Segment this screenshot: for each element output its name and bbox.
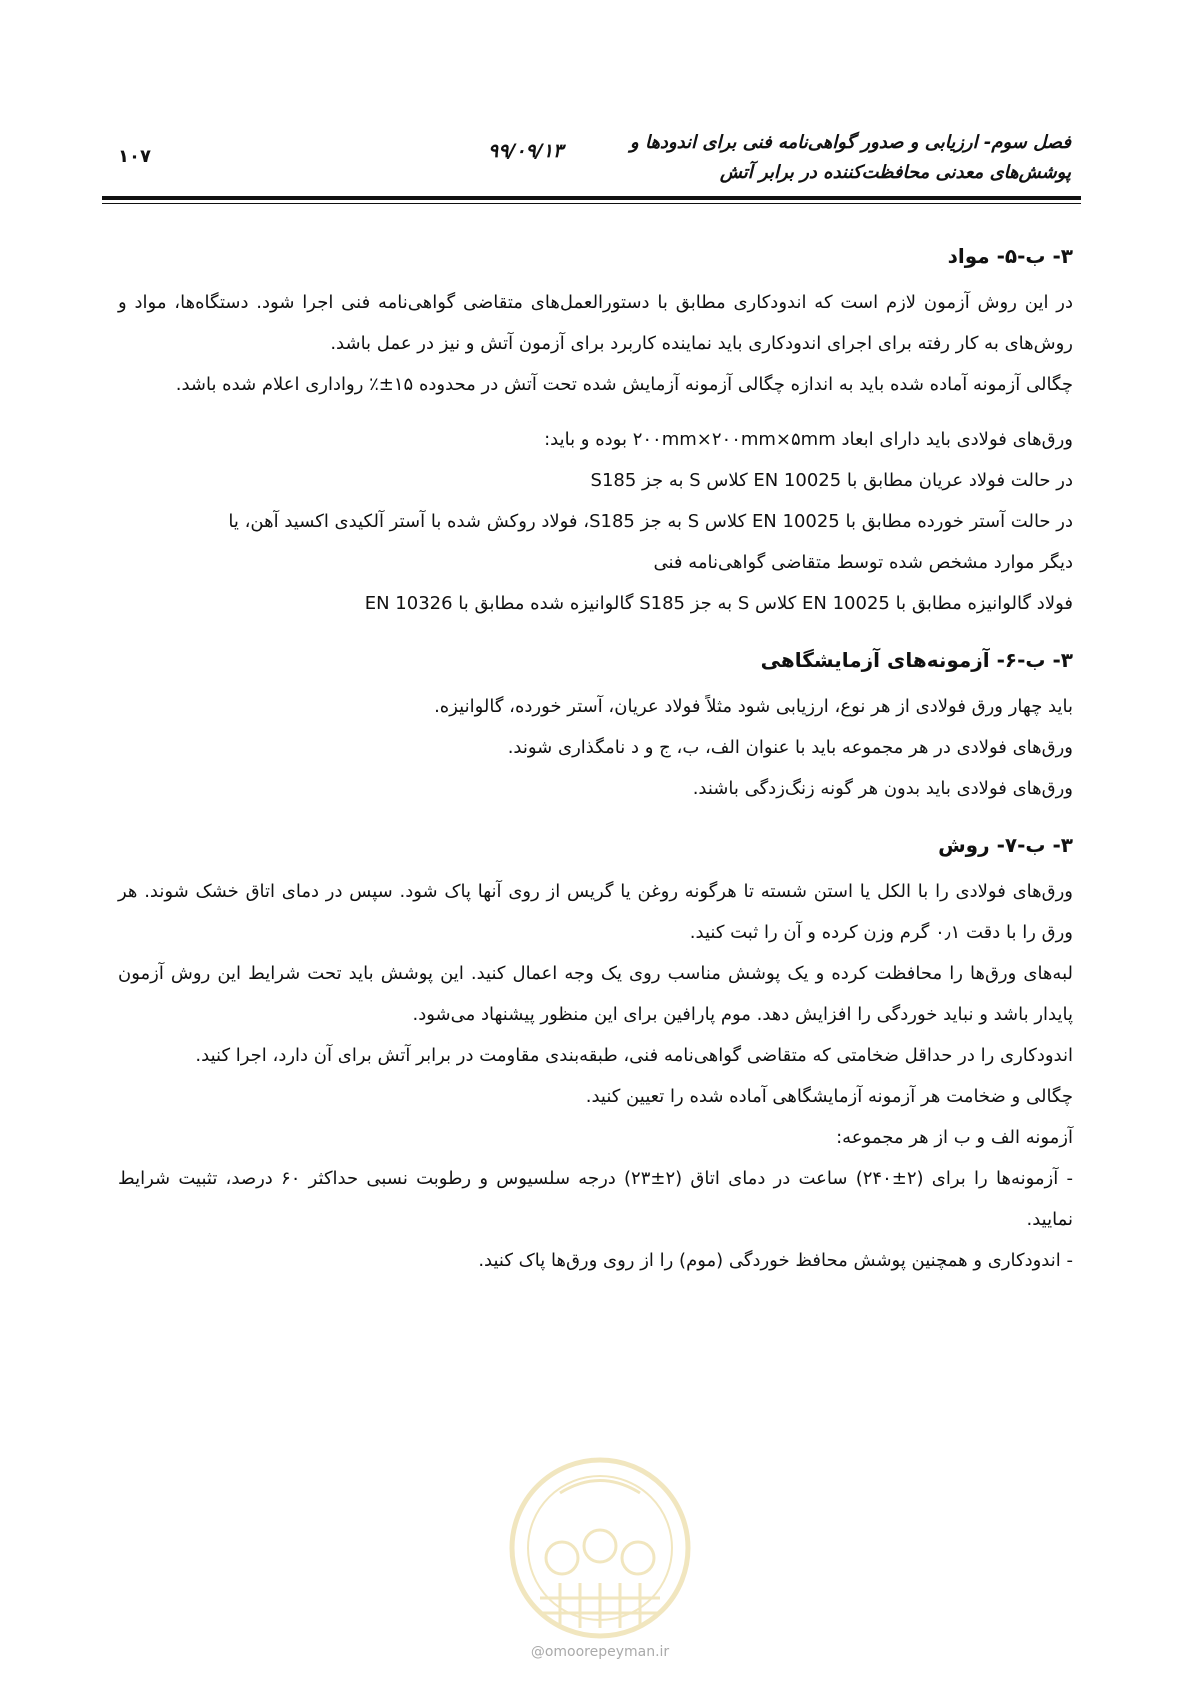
sheets-item-3: فولاد گالوانیزه مطابق با EN 10025 کلاس S به جز S185 گالوانیزه شده مطابق با EN 10326 (364, 593, 1073, 614)
materials-paragraph-1: در این روش آزمون لازم است که اندودکاری مطابق با دستورالعمل‌های متقاضی گواهی‌نامه فنی اجرا شود. دستگاه‌ها، مواد و روش‌های به کار رفته برای اجرای اندودکاری باید نماینده کاربرد برای آزمون آتش و نیز در عمل باشد. (118, 292, 1073, 354)
materials-paragraph-2: چگالی آزمونه آماده شده باید به اندازه چگالی آزمونه آزمایش شده تحت آتش در محدوده ۱۵±٪ رواداری اعلام شده باشد. (175, 374, 1073, 395)
lab-line-2: ورق‌های فولادی در هر مجموعه باید با عنوان الف، ب، ج و د نامگذاری شوند. (507, 737, 1073, 758)
method-line-7: - اندودکاری و همچنین پوشش محافظ خوردگی (موم) را از روی ورق‌ها پاک کنید. (478, 1250, 1073, 1271)
method-paragraph-2: لبه‌های ورق‌ها را محافظت کرده و یک پوشش مناسب روی یک وجه اعمال کنید. این پوشش باید تحت شرایط این روش آزمون پایدار باشد و نباید خوردگی را افزایش دهد. موم پارافین برای این منظور پیشنهاد می‌شود. (118, 963, 1073, 1025)
section-heading-lab-specimens: ۳- ب-۶- آزمونه‌های آزمایشگاهی (760, 648, 1073, 672)
header-rule-thin (102, 203, 1081, 204)
chapter-title (551, 128, 1071, 188)
method-line-4: چگالی و ضخامت هر آزمونه آزمایشگاهی آماده شده را تعیین کنید. (585, 1086, 1073, 1107)
sheets-item-2-line-2: دیگر موارد مشخص شده توسط متقاضی گواهی‌نامه فنی (653, 552, 1073, 573)
page-number: ۱۰۷ (118, 146, 151, 167)
sheets-item-2-line-1: در حالت آستر خورده مطابق با EN 10025 کلاس S به جز S185، فولاد روکش شده با آستر آلکیدی اکسید آهن، یا (228, 511, 1073, 532)
chapter-title-line2: پوشش‌های معدنی محافظت‌کننده در برابر آتش (719, 162, 1071, 183)
lab-line-1: باید چهار ورق فولادی از هر نوع، ارزیابی شود مثلاً فولاد عریان، آستر خورده، گالوانیزه. (434, 696, 1073, 717)
header-date: ۹۹/۰۹/۱۳ (488, 140, 564, 162)
page-body (118, 244, 1073, 1281)
watermark-logo (500, 1448, 700, 1658)
header-rule-thick (102, 196, 1081, 200)
sheets-item-1: در حالت فولاد عریان مطابق با EN 10025 کلاس S به جز S185 (590, 470, 1073, 491)
method-paragraph-3: اندودکاری را در حداقل ضخامتی که متقاضی گواهی‌نامه فنی، طبقه‌بندی مقاومت در برابر آتش برای آن دارد، اجرا کنید. (195, 1045, 1073, 1066)
chapter-title-line1: فصل سوم- ارزیابی و صدور گواهی‌نامه فنی برای اندودها و (630, 132, 1071, 153)
lab-line-3: ورق‌های فولادی باید بدون هر گونه زنگ‌زدگی باشند. (692, 778, 1073, 799)
section-heading-method: ۳- ب-۷- روش (938, 833, 1073, 857)
section-heading-materials: ۳- ب-۵- مواد (947, 244, 1073, 268)
method-line-5: آزمونه الف و ب از هر مجموعه: (836, 1127, 1073, 1148)
method-paragraph-1: ورق‌های فولادی را با الکل یا استن شسته تا هرگونه روغن یا گریس از روی آنها پاک شود. سپس در دمای اتاق خشک شوند. هر ورق را با دقت ۰٫۱ گرم وزن کرده و آن را ثبت کنید. (118, 881, 1073, 943)
method-paragraph-6: - آزمونه‌ها را برای (۲±۲۴۰) ساعت در دمای اتاق (۲±۲۳) درجه سلسیوس و رطوبت نسبی حداکثر ۶۰ درصد، تثبیت شرایط نمایید. (118, 1168, 1073, 1230)
watermark-text: @omoorepeyman.ir (530, 1644, 670, 1660)
sheets-intro: ورق‌های فولادی باید دارای ابعاد ۲۰۰mm×۲۰۰mm×۵mm بوده و باید: (544, 429, 1073, 450)
